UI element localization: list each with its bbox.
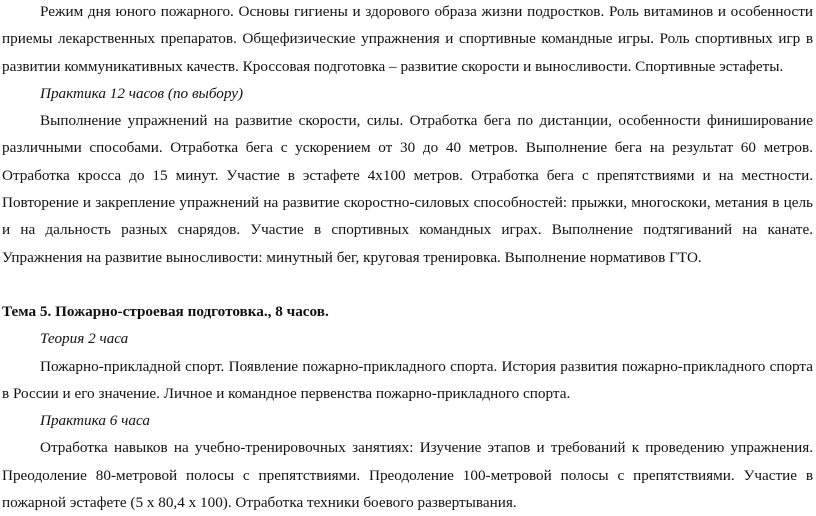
theory-paragraph: Пожарно-прикладной спорт. Появление пожарно-прикладного спорта. История развития пожарно-прикладного спорта в России и его значение. Личное и командное первенства пожарно-прикладного спорта.	[2, 357, 813, 402]
topic-5-heading: Тема 5. Пожарно-строевая подготовка., 8 часов.	[2, 302, 329, 320]
practice-12-hours-label: Практика 12 часов (по выбору)	[40, 84, 244, 102]
theory-label: Теория 2 часа	[40, 330, 129, 348]
practice-6-paragraph: Отработка навыков на учебно-тренировочных занятиях: Изучение этапов и требований к проведению упражнения. Преодоление 80-метровой полосы с препятствиями. Преодоление 100-метровой полосы с препятствиями. Участие в пожарной эстафете (5 х 80,4 х 100). Отработка техники боевого развертывания.	[2, 439, 813, 512]
intro-paragraph: Режим дня юного пожарного. Основы гигиены и здорового образа жизни подростков. Роль витаминов и особенности приемы лекарственных препаратов. Общефизические упражнения и спортивные командные игры. Роль спортивных игр в развитии коммуникативных качеств. Кроссовая подготовка – развитие скорости и выносливости. Спортивные эстафеты.	[2, 3, 813, 75]
practice-paragraph: Выполнение упражнений на развитие скорости, силы. Отработка бега по дистанции, особенности финиширование различными способами. Отработка бега с ускорением от 30 до 40 метров. Выполнение бега на результат 60 метров. Отработка кросса до 15 минут. Участие в эстафете 4х100 метров. Отработка бега с препятствиями и на местности. Повторение и закрепление упражнений на развитие скоростно-силовых способностей: прыжки, многоскоки, метания в цель и на дальность разных снарядов. Участие в спортивных командных играх. Выполнение подтягиваний на канате. Упражнения на развитие выносливости: минутный бег, круговая тренировка. Выполнение нормативов ГТО.	[2, 112, 813, 266]
practice-6-hours-label: Практика 6 часа	[40, 412, 150, 430]
section-spacer	[0, 271, 816, 298]
